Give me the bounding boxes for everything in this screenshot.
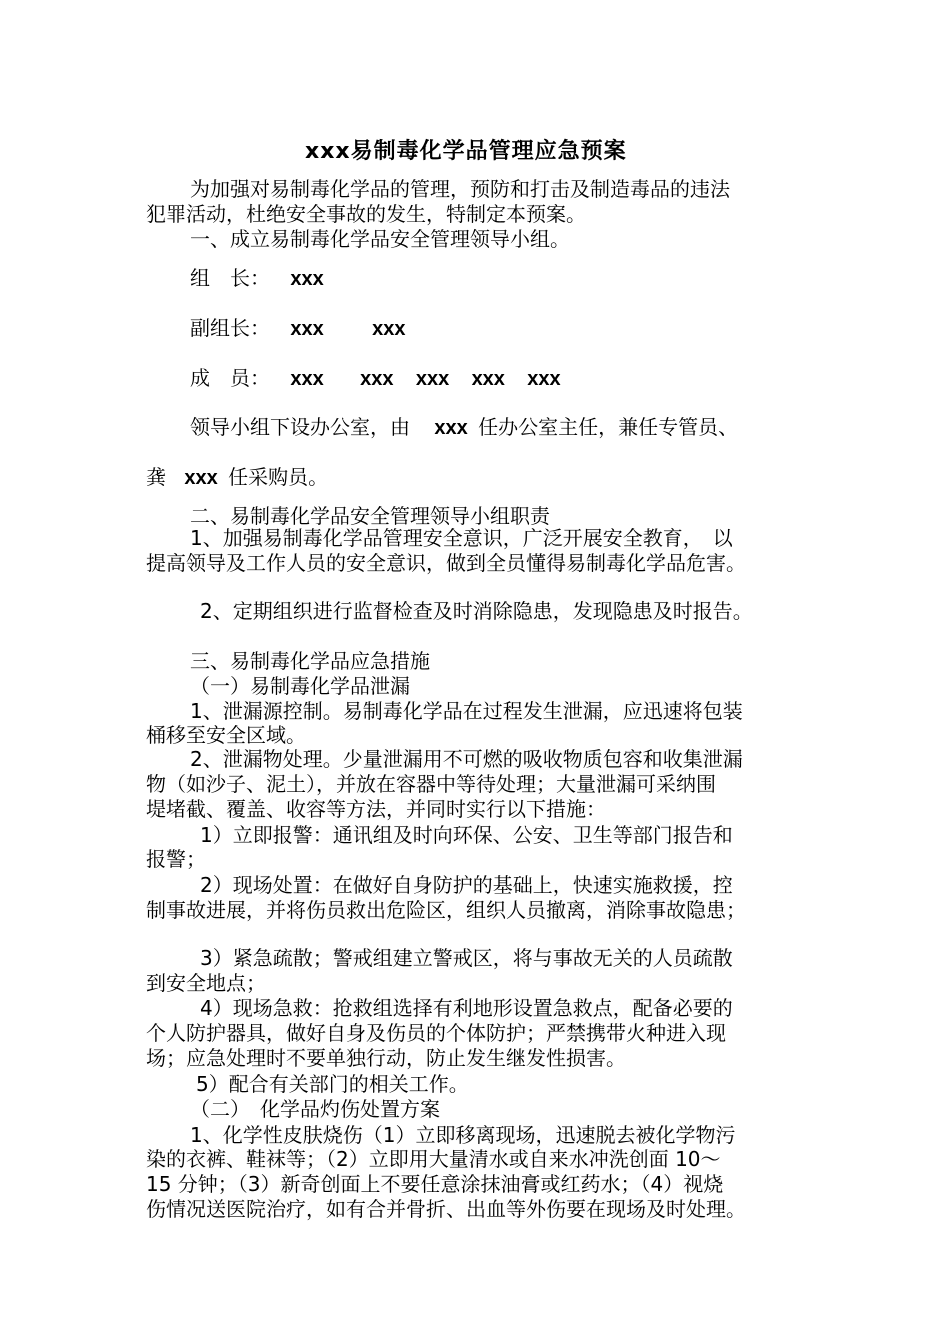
section3-sub2: （二） 化学品灼伤处置方案: [190, 1097, 440, 1121]
office-line-2-after: 任采购员。: [228, 465, 329, 489]
leak-p2-line-1: 2、泄漏物处理。少量泄漏用不可燃的吸收物质包容和收集泄漏: [190, 747, 743, 771]
measure4-line-3: 场；应急处理时不要单独行动，防止发生继发性损害。: [146, 1046, 626, 1070]
leak-p1-line-2: 桶移至安全区域。: [146, 723, 306, 747]
measure5: 5）配合有关部门的相关工作。: [196, 1072, 469, 1096]
intro-line-1: 为加强对易制毒化学品的管理，预防和打击及制造毒品的违法: [190, 177, 730, 201]
leak-p2-line-3: 堤堵截、覆盖、收容等方法，并同时实行以下措施：: [146, 797, 606, 821]
burn-line-3: 15 分钟；（3）新奇创面上不要任意涂抹油膏或红药水；（4）视烧: [146, 1172, 724, 1196]
document-title: xxx易制毒化学品管理应急预案: [305, 139, 627, 164]
section3-heading: 三、易制毒化学品应急措施: [190, 649, 430, 673]
leak-p1-line-1: 1、泄漏源控制。易制毒化学品在过程发生泄漏，应迅速将包装: [190, 699, 743, 723]
section2-item1-line-2: 提高领导及工作人员的安全意识，做到全员懂得易制毒化学品危害。: [146, 551, 746, 575]
deputy-label: 副组长：: [190, 316, 270, 340]
member-name: xxx: [527, 368, 561, 390]
intro-line-2: 犯罪活动，杜绝安全事故的发生，特制定本预案。: [146, 202, 586, 226]
section1-heading: 一、成立易制毒化学品安全管理领导小组。: [190, 227, 570, 251]
section2-item2: 2、定期组织进行监督检查及时消除隐患，发现隐患及时报告。: [200, 599, 753, 623]
office-line-2-before: 龚: [146, 465, 166, 489]
section3-sub1: （一）易制毒化学品泄漏: [190, 674, 410, 698]
burn-line-1: 1、化学性皮肤烧伤（1）立即移离现场，迅速脱去被化学物污: [190, 1123, 736, 1147]
measure2-line-2: 制事故进展，并将伤员救出危险区，组织人员撤离，消除事故隐患；: [146, 898, 746, 922]
measure3-line-2: 到安全地点；: [146, 971, 266, 995]
measure3-line-1: 3）紧急疏散；警戒组建立警戒区，将与事故无关的人员疏散: [200, 946, 733, 970]
deputy-row: [190, 315, 405, 342]
members-row: [190, 365, 561, 392]
measure1-line-1: 1）立即报警：通讯组及时向环保、公安、卫生等部门报告和: [200, 823, 733, 847]
leader-label: 组 长：: [190, 266, 270, 290]
burn-line-4: 伤情况送医院治疗，如有合并骨折、出血等外伤要在现场及时处理。: [146, 1197, 746, 1221]
deputy-name: xxx: [372, 318, 406, 340]
office-line-1-after: 任办公室主任，兼任专管员、: [478, 415, 739, 439]
office-line-1-before: 领导小组下设办公室，由: [190, 415, 410, 439]
measure2-line-1: 2）现场处置：在做好自身防护的基础上，快速实施救援，控: [200, 873, 733, 897]
measure1-line-2: 报警；: [146, 847, 206, 871]
measure4-line-1: 4）现场急救：抢救组选择有利地形设置急救点，配备必要的: [200, 996, 733, 1020]
member-name: xxx: [290, 368, 324, 390]
measure4-line-2: 个人防护器具，做好自身及伤员的个体防护；严禁携带火种进入现: [146, 1021, 726, 1045]
office-director-name: xxx: [434, 417, 468, 439]
member-name: xxx: [360, 368, 394, 390]
burn-line-2: 染的衣裤、鞋袜等；（2）立即用大量清水或自来水冲洗创面 10～: [146, 1147, 721, 1171]
member-name: xxx: [415, 368, 450, 390]
office-line-1: [190, 414, 738, 441]
leak-p2-line-2: 物（如沙子、泥土），并放在容器中等待处理；大量泄漏可采纳围: [146, 772, 716, 796]
member-name: xxx: [471, 368, 505, 390]
leader-row: [190, 265, 324, 292]
section2-item1-line-1: 1、加强易制毒化学品管理安全意识，广泛开展安全教育， 以: [190, 526, 733, 550]
leader-name: xxx: [290, 268, 324, 290]
members-label: 成 员：: [190, 366, 270, 390]
section2-heading: 二、易制毒化学品安全管理领导小组职责: [190, 504, 550, 528]
office-line-2: [146, 464, 328, 491]
deputy-name: xxx: [290, 318, 324, 340]
purchaser-name: xxx: [184, 467, 218, 489]
